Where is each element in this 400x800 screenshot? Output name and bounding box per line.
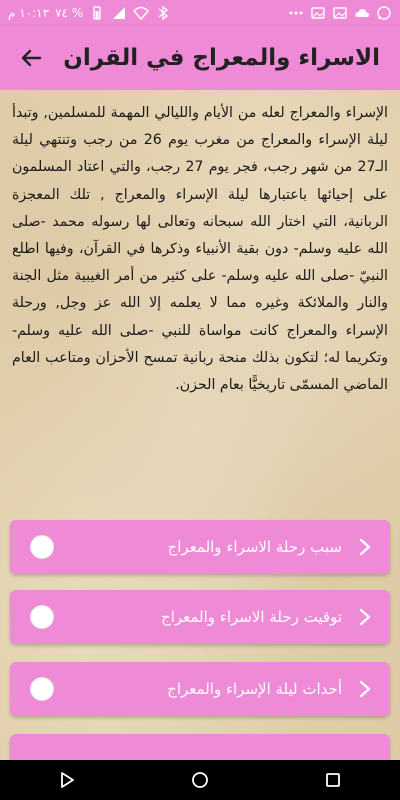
chevron-right-icon [358, 680, 372, 698]
recents-square-icon [324, 771, 342, 789]
back-triangle-icon [58, 771, 76, 789]
menu-item-partial[interactable] [10, 734, 390, 760]
menu-item-label: أحداث ليلة الإسراء والمعراج [167, 680, 342, 698]
battery-icon [89, 5, 105, 21]
menu-item-timing[interactable] [10, 590, 390, 644]
image-icon [310, 5, 326, 21]
wifi-icon [133, 5, 149, 21]
bluetooth-icon [155, 5, 171, 21]
status-time: ١٠:١٣ م [8, 6, 50, 20]
whatsapp-icon [376, 5, 392, 21]
status-right-group [288, 5, 392, 21]
back-button[interactable] [14, 41, 48, 75]
chevron-right-icon [358, 538, 372, 556]
article-text: الإسراء والمعراج لعله من الأيام والليالي المهمة للمسلمين, وتبدأ ليلة الإسراء والمعراج من مغرب يوم 26 من رجب وتنتهي ليلة الـ27 من شهر رجب، فجر يوم 27 رجب، والتي اعتاد المسلمون على إحيائها باعتبارها ليلة الإسراء والمعراج , تلك المعجزة الربانية، التي اختار الله سبحانه وتعالى لها رسوله محمد -صلى الله عليه وسلم- دون بقية الأنبياء وذكرها في القرآن، وفيها اطلع النبيّ -صلى الله عليه وسلم- على كثير من أمر الغيبية مثل الجنة والنار والملائكة وغيره مما لا يعلمه إلا الله عز وجل, ورحلة الإسراء والمعراج كانت مواساة للنبي -صلى الله عليه وسلم- وتكريما له؛ لتكون بذلك منحة ربانية تمسح الأحزان ومتاعب العام الماضي المسمّى تاريخيًّا بعام الحزن. [12, 105, 388, 394]
app-bar [0, 26, 400, 90]
more-dots-icon [288, 5, 304, 21]
status-left-group [8, 5, 171, 21]
cloud-icon [354, 5, 370, 21]
menu-item-label: سبب رحلة الاسراء والمعراج [167, 538, 342, 556]
menu-item-label: توقيت رحلة الاسراء والمعراج [161, 608, 342, 626]
radio-indicator [30, 677, 54, 701]
radio-indicator [30, 605, 54, 629]
nav-home-button[interactable] [180, 760, 220, 800]
menu-item-reason[interactable] [10, 520, 390, 574]
nav-back-button[interactable] [47, 760, 87, 800]
status-bar [0, 0, 400, 26]
chevron-right-icon [358, 608, 372, 626]
signal-icon [111, 5, 127, 21]
menu-item-events[interactable] [10, 662, 390, 716]
nav-recents-button[interactable] [313, 760, 353, 800]
page-title: الاسراء والمعراج في القران [63, 45, 380, 71]
battery-percent: ٧٤ % [55, 6, 84, 20]
home-circle-icon [191, 771, 209, 789]
radio-indicator [30, 535, 54, 559]
arrow-back-icon [20, 47, 42, 69]
content-area[interactable] [0, 90, 400, 760]
system-nav-bar [0, 760, 400, 800]
image-icon [332, 5, 348, 21]
